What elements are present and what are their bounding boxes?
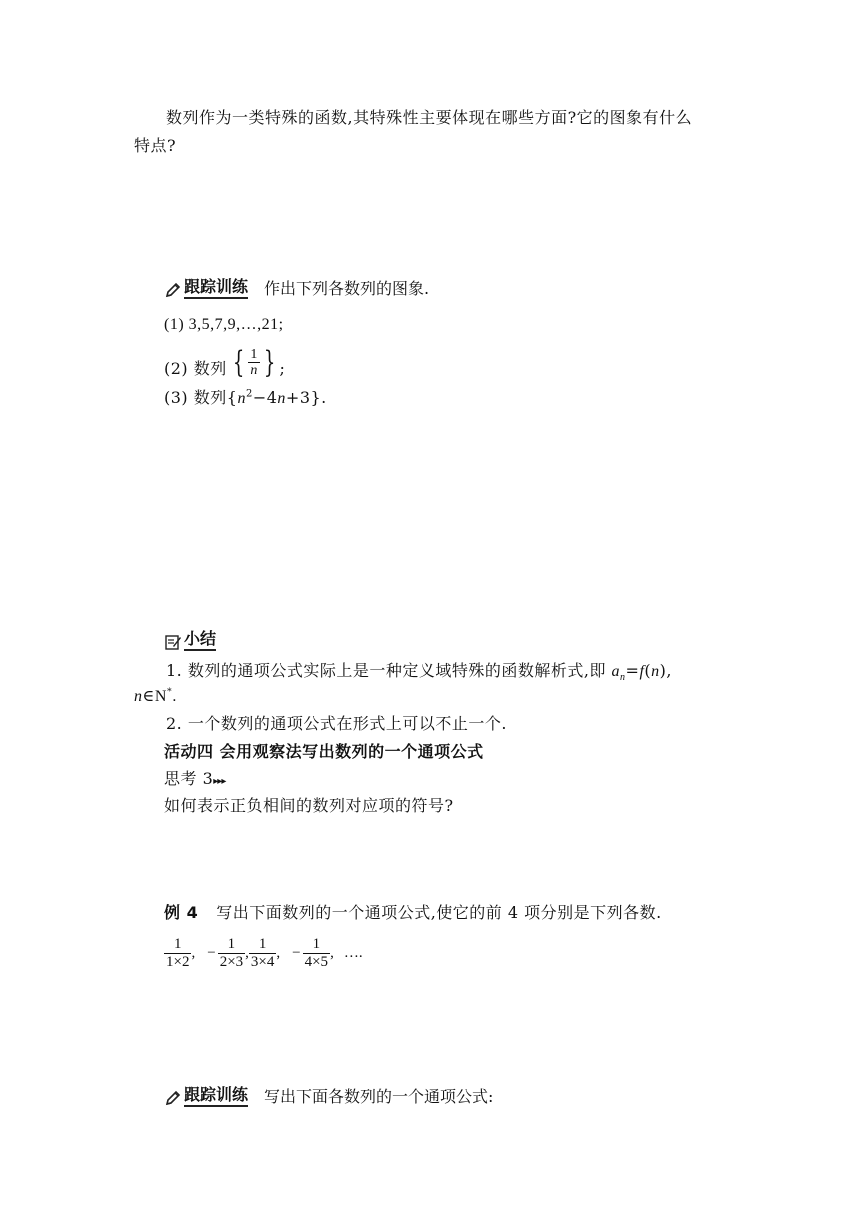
item3-minus: −4 (252, 388, 278, 407)
example-4-sequence (164, 936, 363, 971)
summary-f: f (639, 663, 645, 680)
intro-line-1: 数列作为一类特殊的函数,其特殊性主要体现在哪些方面?它的图象有什么 (166, 108, 693, 127)
term-4-sign: − (292, 945, 301, 961)
summary-point-1-line-2 (134, 686, 177, 708)
item2-fraction (248, 347, 260, 378)
pencil-icon (164, 1089, 182, 1107)
practice-item-3 (164, 387, 327, 410)
item2-suffix: ; (279, 359, 286, 378)
term-4-denominator: 4×5 (304, 954, 329, 970)
practice-instruction: 作出下列各数列的图象. (264, 279, 430, 298)
term-1-fraction (164, 936, 191, 971)
summary-title: 小结 (184, 630, 216, 651)
item3-var: n (237, 390, 246, 407)
summary-p1-text: 1. 数列的通项公式实际上是一种定义域特殊的函数解析式,即 (166, 661, 612, 680)
summary-star: * (166, 686, 173, 698)
summary-n: n (651, 663, 660, 680)
summary-open-paren: ( (644, 661, 652, 680)
term-3-numerator: 1 (258, 936, 267, 952)
term-2-denominator: 2×3 (219, 954, 244, 970)
summary-close-paren: ), (659, 661, 672, 680)
set-braces (229, 344, 280, 380)
summary-point-1-line-1 (166, 660, 672, 683)
term-3-fraction (249, 936, 276, 971)
term-2-sign: − (207, 945, 216, 961)
term-2-numerator: 1 (227, 936, 236, 952)
summary-n2: n (134, 688, 143, 705)
term-2-separator: , (245, 945, 249, 961)
summary-a: a (611, 663, 621, 680)
sequence-ellipsis: …. (343, 945, 363, 961)
practice-item-1: (1) 3,5,7,9,…,21; (164, 316, 284, 333)
example-4 (164, 902, 662, 924)
think-label: 思考 3 (164, 769, 214, 788)
activity-4-title: 活动四 会用观察法写出数列的一个通项公式 (164, 742, 484, 761)
pencil-icon (164, 281, 182, 299)
summary-set: ∈N (142, 688, 167, 705)
intro-line-2: 特点? (134, 136, 177, 155)
item3-exponent: 2 (245, 388, 253, 400)
term-4-separator: , (330, 945, 334, 961)
item3-prefix: (3) 数列{ (164, 388, 238, 407)
term-3-denominator: 3×4 (250, 954, 275, 970)
item2-prefix: (2) 数列 (164, 359, 227, 378)
triple-arrow-icon: ▸▸▸ (213, 776, 226, 787)
fraction-numerator: 1 (250, 347, 258, 362)
example-text: 写出下面数列的一个通项公式,使它的前 4 项分别是下列各数. (216, 903, 662, 922)
notepad-icon (164, 633, 182, 651)
summary-eq: = (625, 661, 640, 680)
practice-title: 跟踪训练 (184, 278, 248, 299)
think-3-question: 如何表示正负相间的数列对应项的符号? (164, 796, 454, 815)
summary-point-2: 2. 一个数列的通项公式在形式上可以不止一个. (166, 714, 507, 733)
term-2-fraction (218, 936, 245, 971)
example-label: 例 4 (164, 903, 199, 922)
term-1-numerator: 1 (173, 936, 182, 952)
term-4-fraction (303, 936, 330, 971)
item3-end: +3}. (285, 388, 327, 407)
practice-instruction-2: 写出下面各数列的一个通项公式: (264, 1087, 494, 1106)
practice-heading-1 (164, 276, 429, 299)
item3-var-2: n (277, 390, 286, 407)
left-brace-icon: { (232, 344, 245, 380)
fraction-denominator: n (250, 363, 258, 378)
summary-a-sub: n (620, 672, 626, 684)
summary-heading (164, 630, 216, 651)
right-brace-icon: } (263, 344, 276, 380)
practice-title-2: 跟踪训练 (184, 1086, 248, 1107)
term-3-separator: , (276, 945, 281, 961)
practice-heading-2 (164, 1084, 493, 1107)
term-1-denominator: 1×2 (166, 954, 190, 970)
think-3-label (164, 768, 225, 793)
practice-item-2 (164, 340, 285, 380)
term-1-separator: , (191, 945, 196, 961)
term-4-numerator: 1 (312, 936, 321, 952)
summary-period: . (172, 688, 177, 705)
